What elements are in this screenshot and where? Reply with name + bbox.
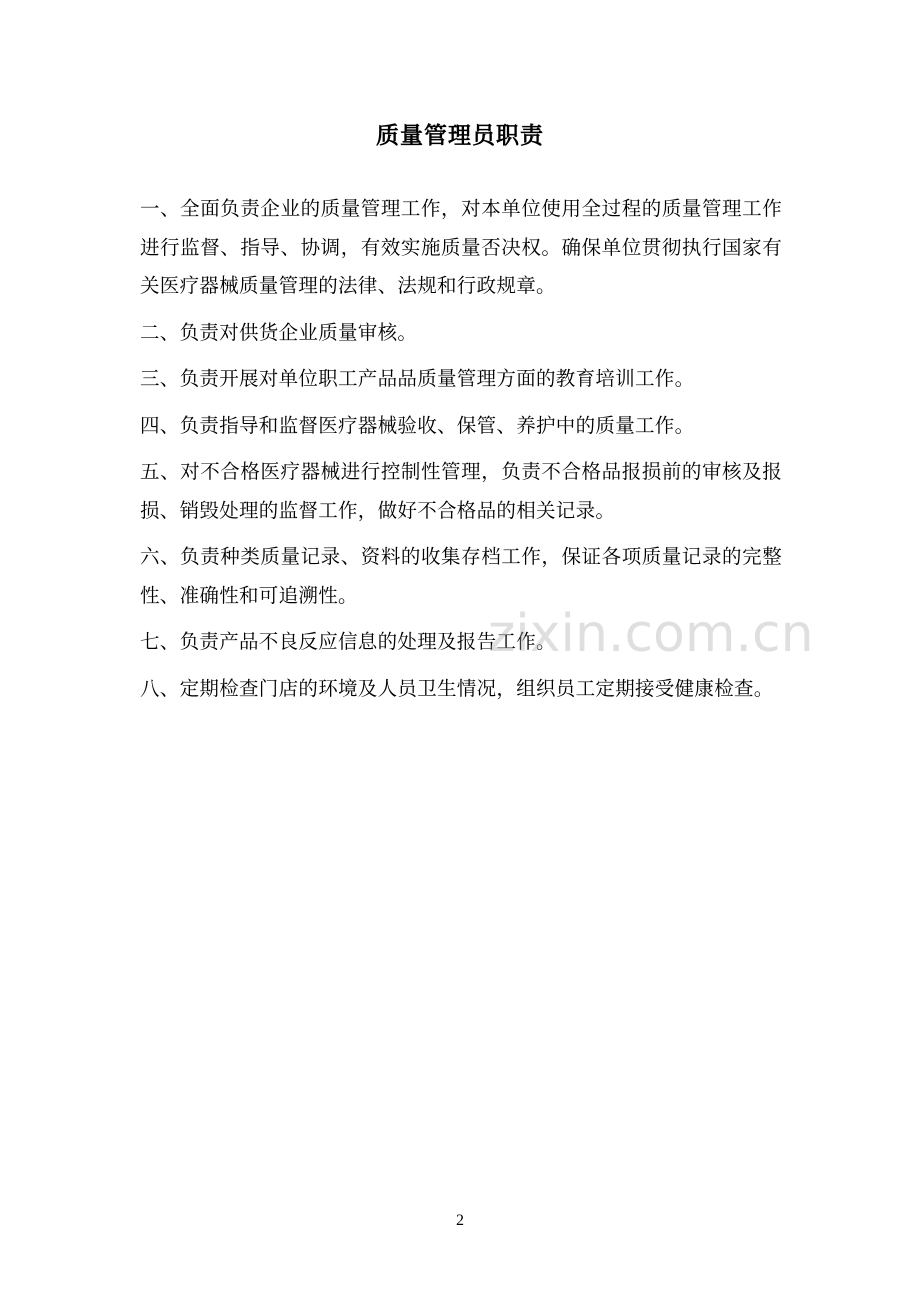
page-number: 2 [456, 1212, 464, 1229]
paragraph-6: 六、负责种类质量记录、资料的收集存档工作，保证各项质量记录的完整性、准确性和可追溯性。 [140, 545, 782, 607]
paragraph-5: 五、对不合格医疗器械进行控制性管理，负责不合格品报损前的审核及报损、销毁处理的监督工作，做好不合格品的相关记录。 [140, 460, 782, 522]
watermark: zixin.com.cn [488, 604, 814, 664]
paragraph-2: 二、负责对供货企业质量审核。 [140, 320, 418, 344]
paragraph-3: 三、负责开展对单位职工产品品质量管理方面的教育培训工作。 [140, 367, 695, 390]
document-body [140, 190, 782, 716]
paragraph-7: 七、负责产品不良反应信息的处理及报告工作。 [140, 630, 556, 653]
paragraph-8: 八、定期检查门店的环境及人员卫生情况，组织员工定期接受健康检查。 [140, 676, 774, 700]
paragraph-1: 一、全面负责企业的质量管理工作，对本单位使用全过程的质量管理工作进行监督、指导、协调，有效实施质量否决权。确保单位贯彻执行国家有关医疗器械质量管理的法律、法规和行政规章。 [140, 197, 782, 297]
paragraph-4: 四、负责指导和监督医疗器械验收、保管、养护中的质量工作。 [140, 413, 695, 437]
page-title: 质量管理员职责 [376, 123, 544, 149]
